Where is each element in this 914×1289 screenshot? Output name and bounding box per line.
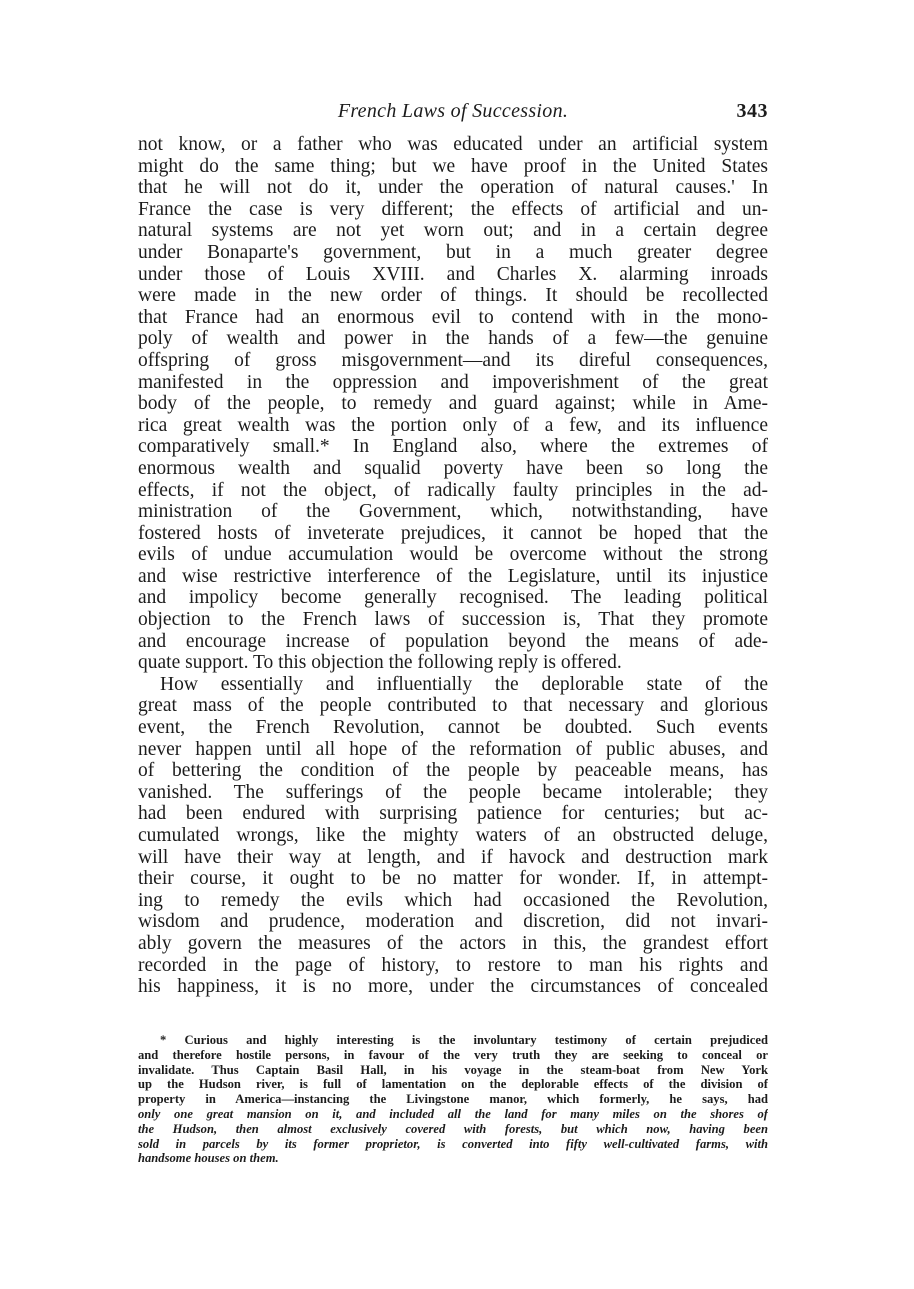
body-line: ministration of the Government, which, notwithstanding, have [138,501,768,523]
footnote-line: the Hudson, then almost exclusively covered with forests, but which now, having been [138,1121,768,1136]
footnote-line: only one great mansion on it, and included all the land for many miles on the shores of [138,1106,768,1121]
body-line: evils of undue accumulation would be overcome without the strong [138,544,768,566]
body-line: fostered hosts of inveterate prejudices, it cannot be hoped that the [138,522,768,544]
body-line: natural systems are not yet worn out; and in a certain degree [138,220,768,242]
page-number: 343 [736,100,768,122]
body-line: rica great wealth was the portion only of a few, and its influence [138,414,768,436]
body-line: and encourage increase of population beyond the means of ade- [138,630,768,652]
body-line: not know, or a father who was educated under an artificial system [138,134,768,155]
body-line: of bettering the condition of the people by peaceable means, has [138,760,768,782]
body-line: that he will not do it, under the operation of natural causes.' In [138,177,768,199]
body-line: that France had an enormous evil to contend with in the mono- [138,306,768,328]
footnote-line: property in America—instancing the Livingstone manor, which formerly, he says, had [138,1092,768,1107]
body-line: comparatively small.* In England also, where the extremes of [138,436,768,458]
body-line: body of the people, to remedy and guard against; while in Ame- [138,393,768,415]
footnote-line: * Curious and highly interesting is the involuntary testimony of certain prejudiced [160,1033,768,1047]
page-header [138,100,768,130]
body-line: offspring of gross misgovernment—and its direful consequences, [138,349,768,371]
body-line: and wise restrictive interference of the Legislature, until its injustice [138,565,768,587]
running-title: French Laws of Succession. [337,100,569,122]
body-line: poly of wealth and power in the hands of a few—the genuine [138,328,768,350]
body-line: will have their way at length, and if havock and destruction mark [138,846,768,868]
footnote-line: invalidate. Thus Captain Basil Hall, in his voyage in the steam-boat from New York [138,1062,768,1077]
body-line: ably govern the measures of the actors in this, the grandest effort [138,932,768,954]
footnote [138,1033,768,1166]
body-line: under Bonaparte's government, but in a much greater degree [138,241,768,263]
footnote-line: handsome houses on them. [138,1151,279,1166]
body-line: under those of Louis XVIII. and Charles X. alarming inroads [138,263,768,285]
body-text [138,134,768,998]
body-line: event, the French Revolution, cannot be doubted. Such events [138,717,768,739]
footnote-line: and therefore hostile persons, in favour of the very truth they are seeking to conceal or [138,1047,768,1062]
body-line: How essentially and influentially the deplorable state of the [160,673,768,695]
body-line: might do the same thing; but we have proof in the United States [138,155,768,177]
body-line: enormous wealth and squalid poverty have been so long the [138,457,768,479]
footnote-line: sold in parcels by its former proprietor, is converted into fifty well-cultivated farms, with [138,1136,768,1151]
body-line: France the case is very different; the effects of artificial and un- [138,198,768,220]
footnote-line: up the Hudson river, is full of lamentation on the deplorable effects of the division of [138,1077,768,1092]
body-line: recorded in the page of history, to restore to man his rights and [138,954,768,976]
body-line: vanished. The sufferings of the people became intolerable; they [138,781,768,803]
body-line: had been endured with surprising patience for centuries; but ac- [138,803,768,825]
body-line: objection to the French laws of succession is, That they promote [138,609,768,631]
body-line: and impolicy become generally recognised. The leading political [138,587,768,609]
body-line: quate support. To this objection the following reply is offered. [138,652,622,674]
body-line: wisdom and prudence, moderation and discretion, did not invari- [138,911,768,933]
body-line: ing to remedy the evils which had occasioned the Revolution, [138,889,768,911]
body-line: cumulated wrongs, like the mighty waters of an obstructed deluge, [138,825,768,846]
body-line: their course, it ought to be no matter for wonder. If, in attempt- [138,868,768,890]
body-line: manifested in the oppression and impoverishment of the great [138,371,768,393]
body-line: never happen until all hope of the reformation of public abuses, and [138,738,768,760]
body-line: his happiness, it is no more, under the circumstances of concealed [138,976,768,998]
body-line: great mass of the people contributed to that necessary and glorious [138,695,768,717]
body-line: were made in the new order of things. It should be recollected [138,285,768,307]
body-line: effects, if not the object, of radically faulty principles in the ad- [138,479,768,501]
